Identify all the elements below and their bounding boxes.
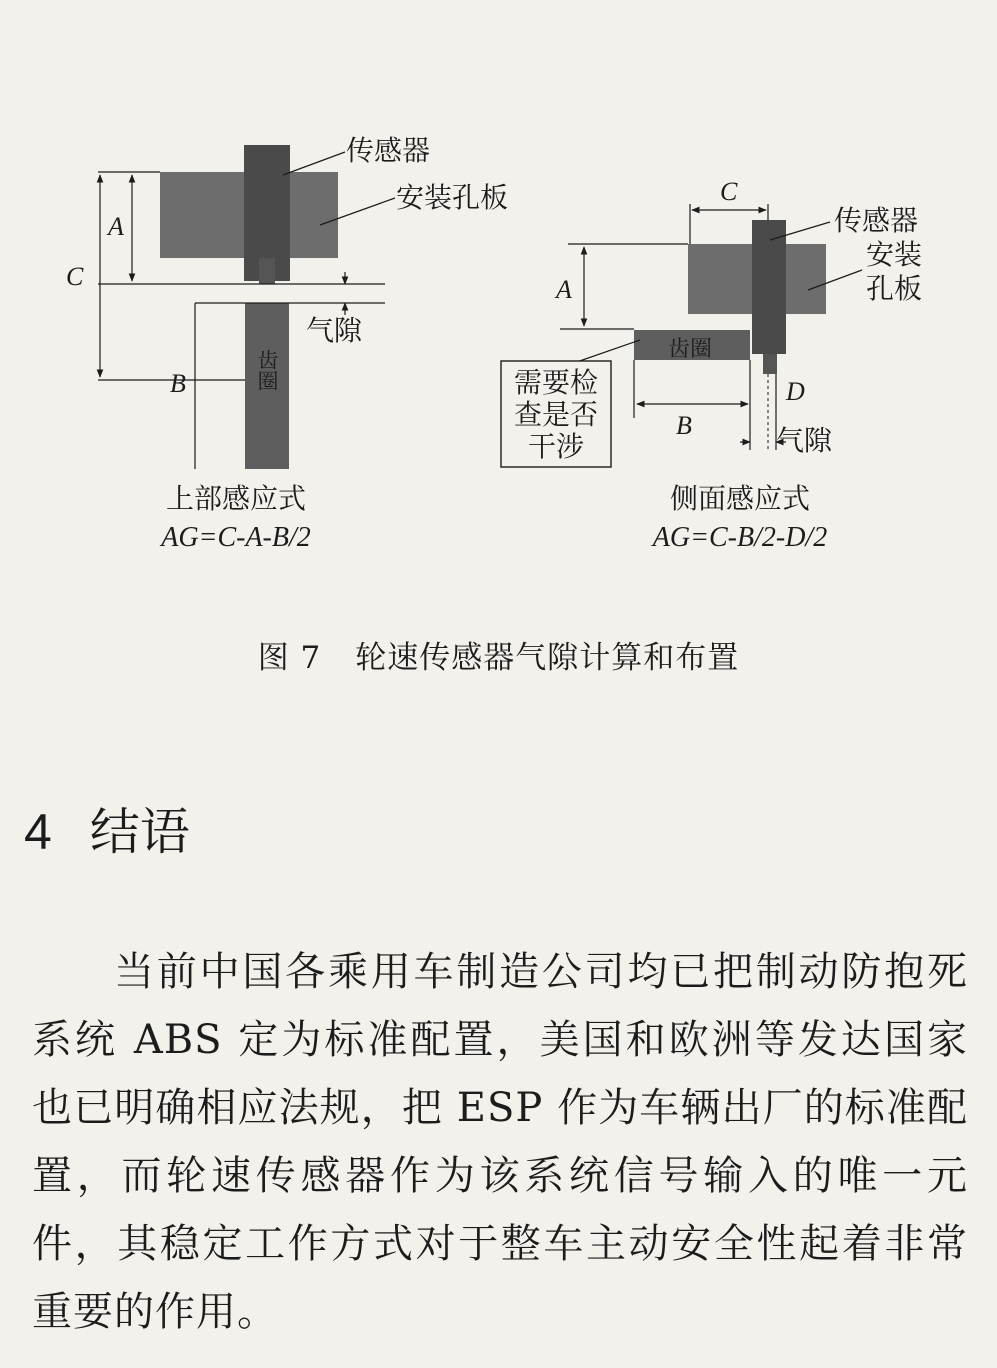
left-ring-label: 齿圈 [255,349,279,391]
sensor-air-gap-figure [0,0,997,590]
right-title: 侧面感应式 [669,482,811,515]
left-dim-c: C [66,262,84,291]
right-check-line1: 需要检 [513,366,599,399]
left-title: 上部感应式 [165,482,307,515]
left-dim-a: A [108,212,124,241]
body-paragraph: 当前中国各乘用车制造公司均已把制动防抱死系统 ABS 定为标准配置，美国和欧洲等发达国家也已明确相应法规，把 ESP 作为车辆出厂的标准配置，而轮速传感器作为该系统信号输入的唯一元件，其稳定工作方式对于整车主动安全性起着非常重要的作用。 [32,949,968,1335]
right-plate-label-1: 安装 [866,238,923,271]
figure-caption-number: 图 7 [257,640,322,676]
figure-caption-text: 轮速传感器气隙计算和布置 [355,640,740,676]
right-plate-label-2: 孔板 [866,272,923,305]
right-ring-label: 齿圈 [667,337,713,362]
right-sensor-tip [763,354,777,374]
right-check-line2: 查是否 [513,398,599,431]
left-formula: AG=C-A-B/2 [161,522,311,553]
right-check-line3: 干涉 [527,430,585,463]
right-sensor-label: 传感器 [834,204,919,237]
right-dim-b: B [676,411,692,440]
left-sensor-tip [259,258,275,284]
right-diagram [501,177,922,553]
left-gap-label: 气隙 [306,314,363,347]
left-plate-label: 安装孔板 [396,181,509,214]
right-dim-d: D [786,377,805,406]
right-gap-label: 气隙 [776,424,833,457]
right-formula: AG=C-B/2-D/2 [652,522,828,553]
left-diagram [66,134,508,553]
left-sensor-label: 传感器 [346,134,431,167]
right-dim-a: A [556,275,572,304]
right-dim-c: C [720,177,738,206]
left-dim-b: B [170,369,186,398]
section-number: 4 [24,804,52,860]
section-heading [24,792,190,864]
figure-caption [0,632,997,677]
section-title: 结语 [89,803,190,861]
right-sensor-body [752,220,786,354]
